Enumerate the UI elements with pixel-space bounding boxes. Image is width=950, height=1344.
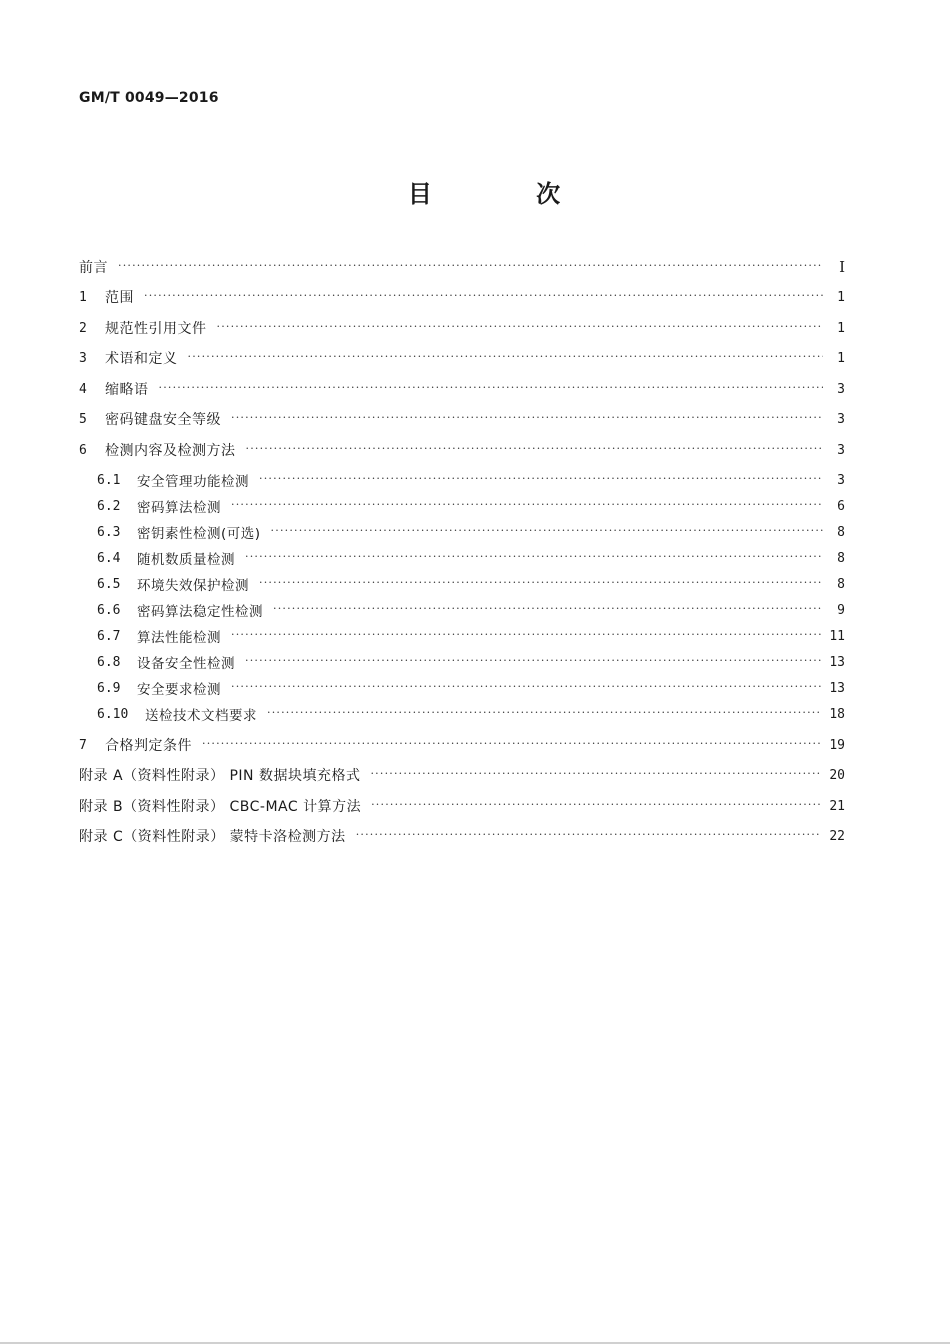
toc-number: 6 — [79, 442, 87, 458]
toc-number: 6.1 — [97, 472, 121, 488]
toc-entry-2[interactable] — [79, 317, 845, 339]
toc-label: 密码算法稳定性检测 — [137, 604, 263, 620]
dot-leader — [271, 526, 823, 540]
dot-leader — [217, 322, 824, 336]
toc-page-number: 11 — [829, 628, 845, 644]
dot-leader — [356, 830, 822, 844]
toc-entry-5[interactable] — [79, 408, 845, 430]
toc-number: 5 — [79, 411, 87, 427]
dot-leader — [370, 769, 821, 783]
toc-label: 安全管理功能检测 — [137, 474, 249, 490]
toc-entry-6-5[interactable] — [97, 573, 845, 595]
toc-label: 前言 — [79, 260, 108, 276]
toc-page-number: 18 — [829, 706, 845, 722]
toc-page-number: 19 — [829, 737, 845, 753]
toc-number: 6.2 — [97, 498, 121, 514]
dot-leader — [371, 800, 821, 814]
toc-page-number: 6 — [837, 498, 845, 514]
toc-entry-1[interactable] — [79, 286, 845, 308]
toc-number: 6.5 — [97, 576, 121, 592]
toc-entry-6-7[interactable] — [97, 625, 845, 647]
toc-page-number: 1 — [837, 289, 845, 305]
toc-label: 安全要求检测 — [137, 682, 221, 698]
toc-number: 1 — [79, 289, 87, 305]
toc-label: 算法性能检测 — [137, 630, 221, 646]
toc-number: 6.8 — [97, 654, 121, 670]
toc-number: 7 — [79, 737, 87, 753]
toc-entry-3[interactable] — [79, 347, 845, 369]
toc-page-number: 8 — [837, 524, 845, 540]
toc-label: 范围 — [105, 290, 134, 306]
dot-leader — [231, 413, 823, 427]
toc-number: 2 — [79, 320, 87, 336]
toc-label: 检测内容及检测方法 — [105, 443, 236, 459]
toc-entry-foreword[interactable] — [79, 256, 845, 278]
dot-leader — [202, 739, 821, 753]
toc-entry-6-2[interactable] — [97, 495, 845, 517]
toc-page-number: 8 — [837, 576, 845, 592]
dot-leader — [246, 444, 824, 458]
dot-leader — [118, 261, 823, 275]
toc-page-number: 8 — [837, 550, 845, 566]
toc-entry-7[interactable] — [79, 734, 845, 756]
toc-page-number: 21 — [829, 798, 845, 814]
toc-page-number: 3 — [837, 381, 845, 397]
toc-label: 密码键盘安全等级 — [105, 412, 221, 428]
toc-label: 送检技术文档要求 — [145, 708, 257, 724]
page-title: 目 次 — [407, 180, 609, 208]
dot-leader — [245, 552, 823, 566]
dot-leader — [188, 352, 824, 366]
dot-leader — [159, 383, 824, 397]
toc-page-number: 13 — [829, 680, 845, 696]
toc-page-number: I — [839, 258, 845, 276]
toc-number: 6.3 — [97, 524, 121, 540]
toc-page-number: 1 — [837, 320, 845, 336]
dot-leader — [259, 474, 823, 488]
dot-leader — [273, 604, 823, 618]
toc-page-number: 20 — [829, 767, 845, 783]
toc-entry-6-3[interactable] — [97, 521, 845, 543]
standard-code: GM/T 0049—2016 — [79, 90, 219, 106]
dot-leader — [231, 682, 821, 696]
toc-entry-6-6[interactable] — [97, 599, 845, 621]
toc-entry-6[interactable] — [79, 439, 845, 461]
toc-label: 规范性引用文件 — [105, 321, 207, 337]
dot-leader — [231, 500, 823, 514]
toc-number: 6.9 — [97, 680, 121, 696]
toc-entry-6-9[interactable] — [97, 677, 845, 699]
toc-page-number: 3 — [837, 411, 845, 427]
toc-entry-6-1[interactable] — [97, 469, 845, 491]
toc-label: 密钥素性检测(可选) — [137, 526, 261, 542]
toc-label: 环境失效保护检测 — [137, 578, 249, 594]
toc-label: 附录 C（资料性附录） 蒙特卡洛检测方法 — [79, 829, 346, 845]
toc-page-number: 9 — [837, 602, 845, 618]
toc-label: 密码算法检测 — [137, 500, 221, 516]
toc-label: 术语和定义 — [105, 351, 178, 367]
toc-number: 6.4 — [97, 550, 121, 566]
toc-page-number: 1 — [837, 350, 845, 366]
toc-label: 合格判定条件 — [105, 738, 192, 754]
toc-page-number: 3 — [837, 442, 845, 458]
toc-number: 6.10 — [97, 706, 129, 722]
toc-entry-4[interactable] — [79, 378, 845, 400]
toc-label: 附录 B（资料性附录） CBC-MAC 计算方法 — [79, 799, 362, 815]
toc-page-number: 22 — [829, 828, 845, 844]
toc-label: 缩略语 — [105, 382, 149, 398]
dot-leader — [267, 708, 821, 722]
dot-leader — [144, 291, 823, 305]
toc-number: 3 — [79, 350, 87, 366]
toc-number: 6.6 — [97, 602, 121, 618]
toc-entry-6-4[interactable] — [97, 547, 845, 569]
toc-entry-6-8[interactable] — [97, 651, 845, 673]
dot-leader — [259, 578, 823, 592]
toc-label: 设备安全性检测 — [137, 656, 235, 672]
dot-leader — [245, 656, 821, 670]
toc-page-number: 3 — [837, 472, 845, 488]
toc-number: 6.7 — [97, 628, 121, 644]
toc-label: 附录 A（资料性附录） PIN 数据块填充格式 — [79, 768, 361, 784]
toc-page-number: 13 — [829, 654, 845, 670]
toc-number: 4 — [79, 381, 87, 397]
toc-entry-6-10[interactable] — [97, 703, 845, 725]
toc-entry-appendix-c[interactable] — [79, 825, 845, 847]
toc-entry-appendix-a[interactable] — [79, 764, 845, 786]
dot-leader — [231, 630, 821, 644]
toc-entry-appendix-b[interactable] — [79, 795, 845, 817]
toc-label: 随机数质量检测 — [137, 552, 235, 568]
